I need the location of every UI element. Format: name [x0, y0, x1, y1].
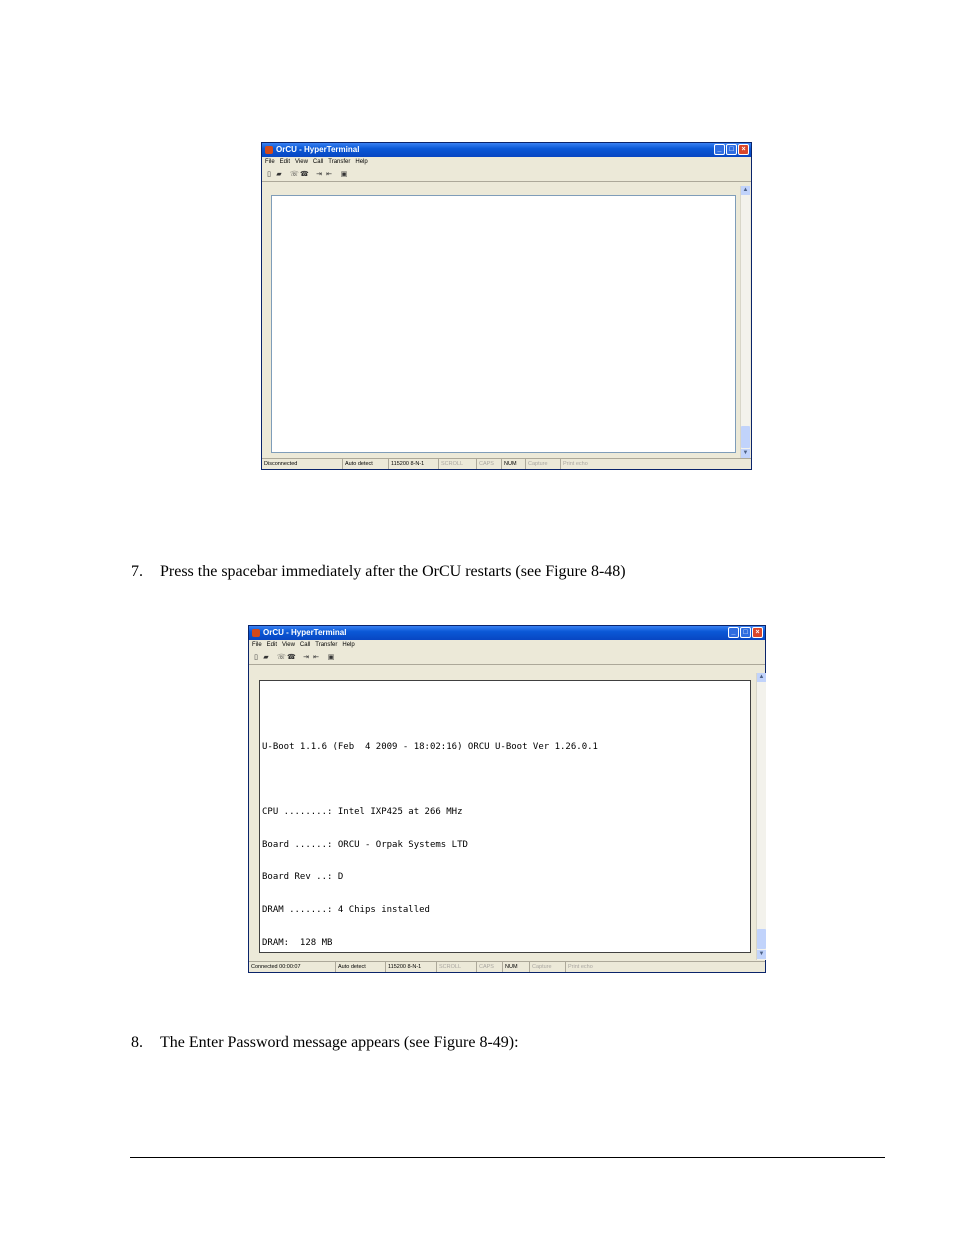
- vertical-scrollbar[interactable]: [740, 186, 750, 459]
- properties-icon[interactable]: ▣: [327, 653, 335, 661]
- scroll-thumb[interactable]: [741, 426, 750, 448]
- title-bar[interactable]: [249, 626, 765, 640]
- connect-phone-icon[interactable]: ☏: [277, 653, 286, 661]
- scroll-up-icon[interactable]: ▲: [742, 187, 749, 193]
- toolbar: [249, 651, 765, 665]
- menu-transfer[interactable]: Transfer: [315, 642, 338, 648]
- status-num: NUM: [502, 962, 518, 972]
- disconnect-phone-icon[interactable]: ☎: [287, 653, 296, 661]
- hyperterminal-app-icon: [252, 629, 260, 637]
- send-icon[interactable]: ⇥: [303, 653, 309, 661]
- terminal-line: Board ......: ORCU - Orpak Systems LTD: [262, 839, 468, 850]
- step-number: 8.: [131, 1034, 143, 1051]
- close-button[interactable]: ×: [752, 627, 763, 638]
- vertical-scrollbar[interactable]: [756, 673, 766, 960]
- step-number: 7.: [131, 563, 143, 580]
- terminal-line: U-Boot 1.1.6 (Feb 4 2009 - 18:02:16) ORCU U-Boot Ver 1.26.0.1: [262, 741, 598, 752]
- status-print-echo: Print echo: [560, 459, 588, 469]
- terminal-output[interactable]: [259, 680, 751, 953]
- minimize-button[interactable]: _: [714, 144, 725, 155]
- menu-help[interactable]: Help: [342, 642, 355, 648]
- receive-icon[interactable]: ⇤: [326, 170, 332, 178]
- menu-view[interactable]: View: [295, 159, 308, 165]
- scroll-down-icon[interactable]: ▼: [742, 450, 749, 456]
- menu-view[interactable]: View: [282, 642, 295, 648]
- status-scroll: SCROLL: [436, 962, 461, 972]
- terminal-line: DRAM .......: 4 Chips installed: [262, 905, 430, 916]
- window-title: OrCU - HyperTerminal: [276, 145, 360, 154]
- scroll-thumb[interactable]: [757, 929, 766, 949]
- hyperterminal-app-icon: [265, 146, 273, 154]
- open-folder-icon[interactable]: ▰: [276, 170, 282, 178]
- menu-file[interactable]: File: [252, 642, 262, 648]
- minimize-button[interactable]: _: [728, 627, 739, 638]
- title-bar[interactable]: [262, 143, 751, 157]
- maximize-button[interactable]: □: [726, 144, 737, 155]
- scroll-up-icon[interactable]: ▲: [758, 674, 765, 680]
- window-title: OrCU - HyperTerminal: [263, 628, 347, 637]
- terminal-line: CPU ........: Intel IXP425 at 266 MHz: [262, 806, 463, 817]
- status-bar: [262, 458, 751, 469]
- step-text: Press the spacebar immediately after the OrCU restarts (see Figure 8-48): [160, 563, 626, 580]
- status-port: 115200 8-N-1: [388, 459, 424, 469]
- status-caps: CAPS: [476, 962, 494, 972]
- status-print-echo: Print echo: [565, 962, 593, 972]
- step-text: The Enter Password message appears (see Figure 8-49):: [160, 1034, 519, 1051]
- send-icon[interactable]: ⇥: [316, 170, 322, 178]
- menu-edit[interactable]: Edit: [279, 159, 291, 165]
- status-detect: Auto detect: [342, 459, 373, 469]
- close-button[interactable]: ×: [738, 144, 749, 155]
- status-caps: CAPS: [476, 459, 494, 469]
- terminal-line: [262, 774, 750, 785]
- status-connection: Connected 00:00:07: [251, 964, 301, 970]
- status-num: NUM: [501, 459, 517, 469]
- maximize-button[interactable]: □: [740, 627, 751, 638]
- status-port: 115200 8-N-1: [385, 962, 421, 972]
- new-file-icon[interactable]: ▯: [267, 170, 271, 178]
- menu-call[interactable]: Call: [299, 642, 311, 648]
- step-7: [131, 563, 626, 581]
- open-folder-icon[interactable]: ▰: [263, 653, 269, 661]
- receive-icon[interactable]: ⇤: [313, 653, 319, 661]
- hyperterminal-window-disconnected: [261, 142, 752, 470]
- status-scroll: SCROLL: [438, 459, 463, 469]
- hyperterminal-window-connected: [248, 625, 766, 973]
- footer-rule: [130, 1157, 885, 1158]
- menu-bar: [262, 157, 751, 168]
- status-bar: [249, 961, 765, 972]
- properties-icon[interactable]: ▣: [340, 170, 348, 178]
- status-capture: Capture: [529, 962, 552, 972]
- menu-transfer[interactable]: Transfer: [328, 159, 351, 165]
- menu-file[interactable]: File: [265, 159, 275, 165]
- menu-bar: [249, 640, 765, 651]
- scroll-down-icon[interactable]: ▼: [758, 951, 765, 957]
- menu-call[interactable]: Call: [312, 159, 324, 165]
- terminal-line: DRAM: 128 MB: [262, 937, 333, 948]
- disconnect-phone-icon[interactable]: ☎: [300, 170, 309, 178]
- terminal-line: [262, 709, 750, 720]
- status-connection: Disconnected: [264, 461, 298, 467]
- terminal-area[interactable]: [271, 195, 736, 453]
- connect-phone-icon[interactable]: ☏: [290, 170, 299, 178]
- toolbar: [262, 168, 751, 182]
- menu-help[interactable]: Help: [355, 159, 368, 165]
- new-file-icon[interactable]: ▯: [254, 653, 258, 661]
- menu-edit[interactable]: Edit: [266, 642, 278, 648]
- step-8: [131, 1034, 519, 1052]
- terminal-line: Board Rev ..: D: [262, 872, 344, 883]
- status-detect: Auto detect: [335, 962, 366, 972]
- status-capture: Capture: [525, 459, 548, 469]
